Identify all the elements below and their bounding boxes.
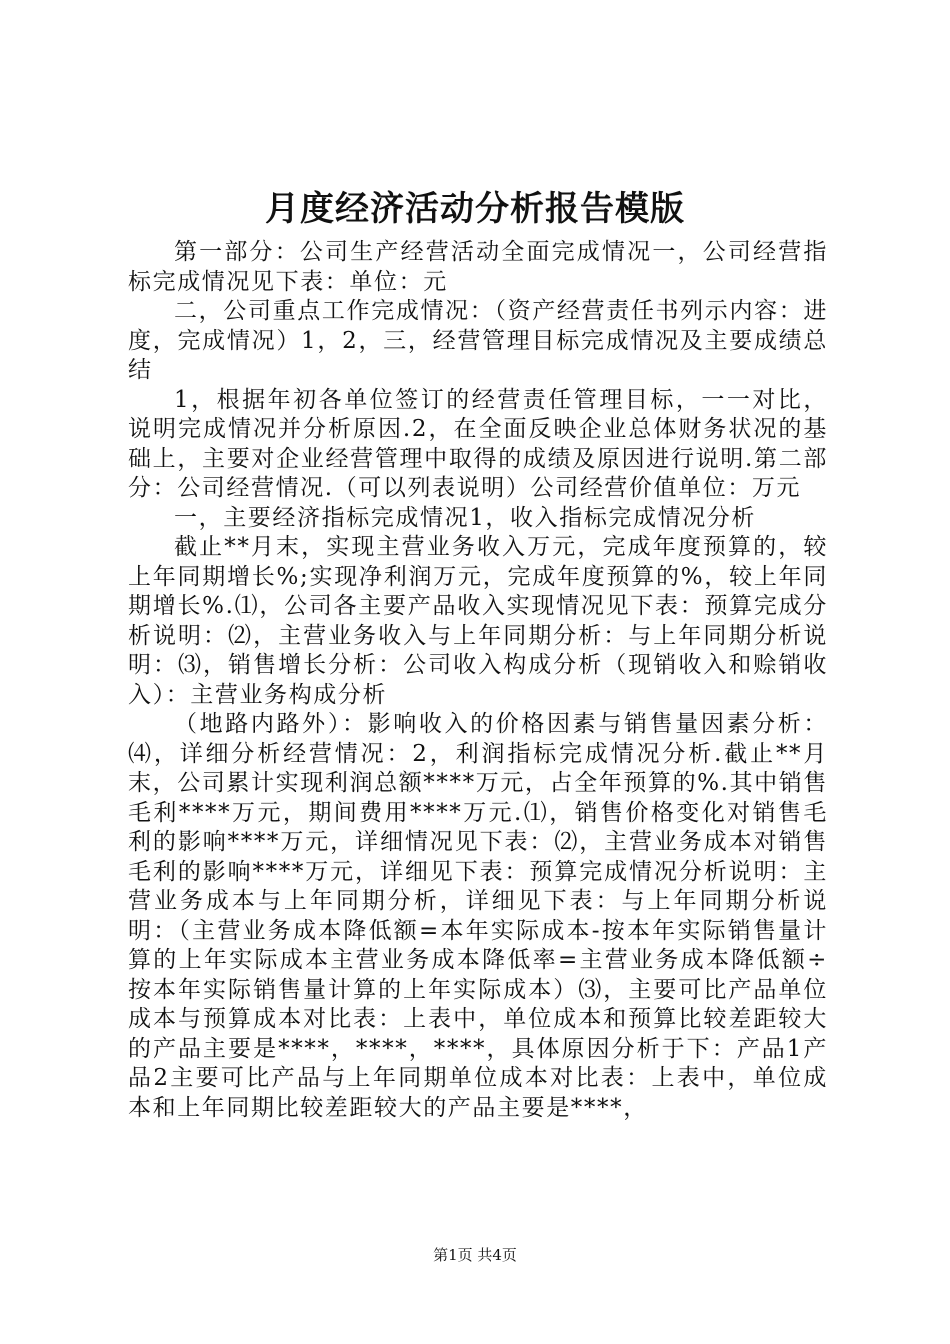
paragraph: 1，根据年初各单位签订的经营责任管理目标，一一对比，说明完成情况并分析原因.2，在全面反映企业总体财务状况的基础上，主要对企业经营管理中取得的成绩及原因进行说明.第二部分：公司经营情况.（可以列表说明）公司经营价值单位：万元 bbox=[128, 386, 828, 501]
document-title: 月度经济活动分析报告模版 bbox=[265, 189, 685, 229]
paragraph: 截止**月末，实现主营业务收入万元，完成年度预算的，较上年同期增长%;实现净利润万元，完成年度预算的%，较上年同期增长%.⑴，公司各主要产品收入实现情况见下表：预算完成分析说明：⑵，主营业务收入与上年同期分析：与上年同期分析说明：⑶，销售增长分析：公司收入构成分析（现销收入和赊销收入）：主营业务构成分析 bbox=[128, 534, 828, 708]
paragraph: 二，公司重点工作完成情况：（资产经营责任书列示内容：进度，完成情况）1，2，三，经营管理目标完成情况及主要成绩总结 bbox=[128, 298, 828, 383]
paragraph: 第一部分：公司生产经营活动全面完成情况一，公司经营指标完成情况见下表：单位：元 bbox=[128, 239, 828, 295]
page-number-footer: 第1页 共4页 bbox=[433, 1246, 517, 1264]
document-body bbox=[128, 238, 828, 1123]
paragraph: （地路内路外）：影响收入的价格因素与销售量因素分析：⑷，详细分析经营情况：2，利润指标完成情况分析.截止**月末，公司累计实现利润总额****万元，占全年预算的%.其中销售毛利****万元，期间费用****万元.⑴，销售价格变化对销售毛利的影响****万元，详细情况见下表：⑵，主营业务成本对销售毛利的影响****万元，详细见下表：预算完成情况分析说明：主营业务成本与上年同期分析，详细见下表：与上年同期分析说明：（主营业务成本降低额=本年实际成本-按本年实际销售量计算的上年实际成本主营业务成本降低率=主营业务成本降低额÷按本年实际销售量计算的上年实际成本）⑶，主要可比产品单位成本与预算成本对比表：上表中，单位成本和预算比较差距较大的产品主要是****，****，****，具体原因分析于下：产品1产品2主要可比产品与上年同期单位成本对比表：上表中，单位成本和上年同期比较差距较大的产品主要是****， bbox=[128, 711, 828, 1121]
paragraph: 一，主要经济指标完成情况1，收入指标完成情况分析 bbox=[174, 504, 757, 531]
